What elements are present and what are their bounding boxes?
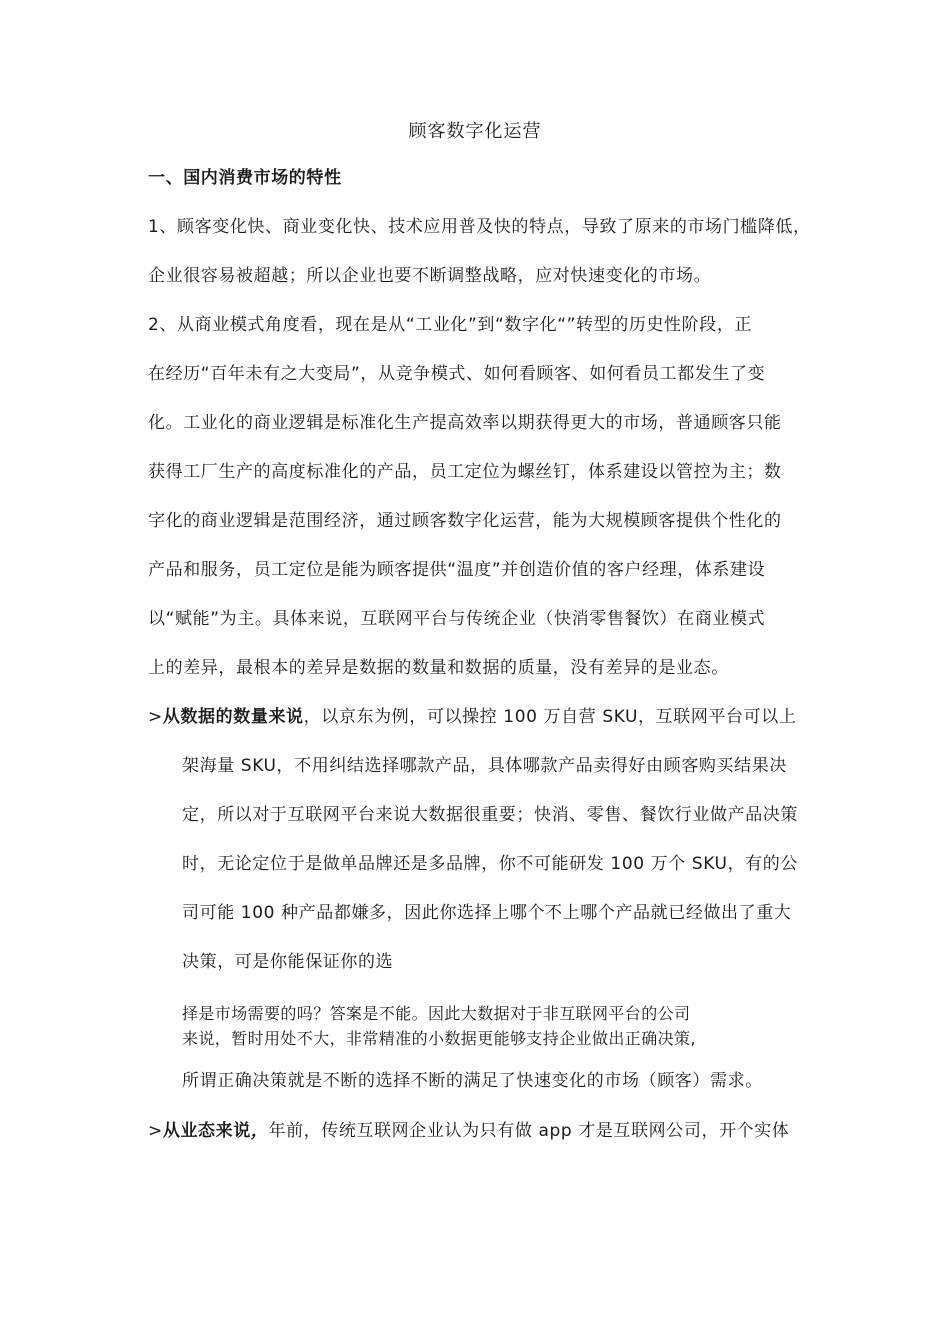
paragraph-2-line-7: 以“赋能”为主。具体来说，互联网平台与传统企业（快消零售餐饮）在商业模式 — [148, 609, 766, 629]
bullet-marker: > — [148, 707, 163, 727]
bullet-2-line-1-text: 年前，传统互联网企业认为只有做 app 才是互联网公司，开个实体 — [268, 1121, 790, 1141]
bullet-1-line-4: 时，无论定位于是做单品牌还是多品牌，你不可能研发 100 万个 SKU，有的公 — [182, 854, 798, 874]
bullet-1-line-1-text: ，以京东为例，可以操控 100 万自营 SKU，互联网平台可以上 — [303, 707, 797, 727]
paragraph-2-line-1: 2、从商业模式角度看，现在是从“工业化”到“数字化“”转型的历史性阶段，正 — [148, 315, 753, 335]
bullet-1-line-9: 所谓正确决策就是不断的选择不断的满足了快速变化的市场（顾客）需求。 — [182, 1071, 763, 1091]
bullet-1-lead: 从数据的数量来说 — [162, 707, 304, 727]
section-heading: 一、国内消费市场的特性 — [148, 168, 342, 188]
bullet-1-line-8: 来说，暂时用处不大，非常精准的小数据更能够支持企业做出正确决策, — [182, 1029, 696, 1048]
bullet-marker: > — [148, 1121, 163, 1141]
bullet-1-line-2: 架海量 SKU，不用纠结选择哪款产品，具体哪款产品卖得好由顾客购买结果决 — [182, 756, 787, 776]
bullet-1-line-1 — [148, 706, 796, 728]
bullet-2-lead: 从业态来说 — [162, 1121, 251, 1141]
paragraph-2-line-4: 获得工厂生产的高度标准化的产品，员工定位为螺丝钉，体系建设以管控为主；数 — [148, 462, 782, 482]
bullet-1-line-5: 司可能 100 种产品都嫌多，因此你选择上哪个不上哪个产品就已经做出了重大 — [182, 903, 792, 923]
paragraph-2-line-6: 产品和服务，员工定位是能为顾客提供“温度”并创造价值的客户经理，体系建设 — [148, 560, 766, 580]
bullet-1-line-3: 定，所以对于互联网平台来说大数据很重要；快消、零售、餐饮行业做产品决策 — [182, 805, 798, 825]
document-title: 顾客数字化运营 — [408, 121, 542, 142]
bullet-2-lead-punct: ， — [250, 1121, 269, 1141]
bullet-1-line-7: 择是市场需要的吗？答案是不能。因此大数据对于非互联网平台的公司 — [182, 1004, 691, 1023]
paragraph-1-line-2: 企业很容易被超越；所以企业也要不断调整战略，应对快速变化的市场。 — [148, 266, 712, 286]
paragraph-2-line-2: 在经历“百年未有之大变局”，从竞争模式、如何看顾客、如何看员工都发生了变 — [148, 364, 766, 384]
bullet-2-line-1 — [148, 1120, 789, 1142]
paragraph-2-line-3: 化。工业化的商业逻辑是标准化生产提高效率以期获得更大的市场，普通顾客只能 — [148, 413, 782, 433]
paragraph-2-line-8: 上的差异，最根本的差异是数据的数量和数据的质量，没有差异的是业态。 — [148, 658, 729, 678]
paragraph-2-line-5: 字化的商业逻辑是范围经济，通过顾客数字化运营，能为大规模顾客提供个性化的 — [148, 511, 782, 531]
paragraph-1-line-1: 1、顾客变化快、商业变化快、技术应用普及快的特点，导致了原来的市场门槛降低， — [148, 217, 811, 237]
bullet-1-line-6: 决策，可是你能保证你的选 — [182, 952, 394, 972]
